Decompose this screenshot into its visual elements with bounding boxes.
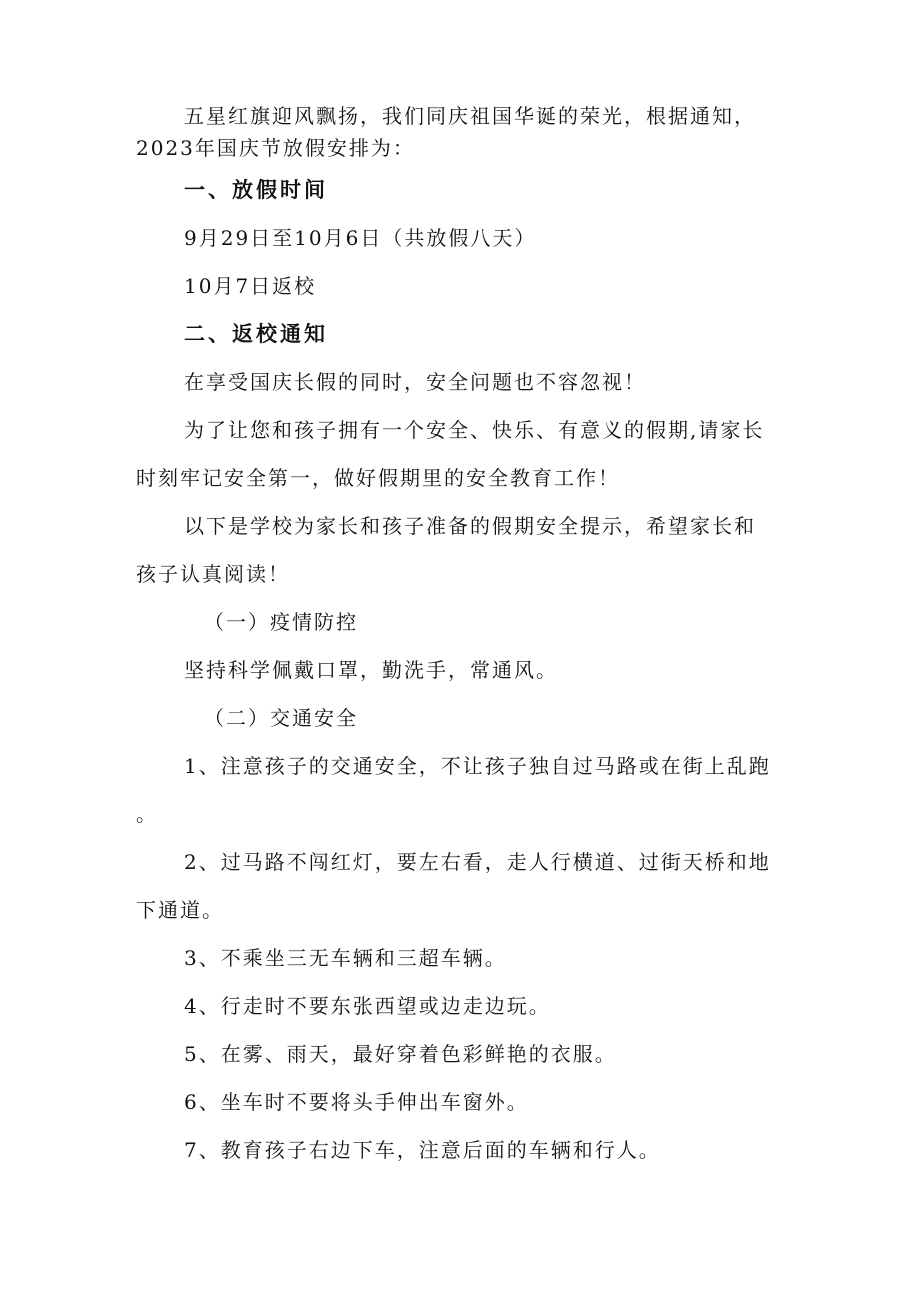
return-date: 10月7日返校 <box>184 274 317 298</box>
para-1-line-1: 为了让您和孩子拥有一个安全、快乐、有意义的假期,请家长 <box>184 418 765 442</box>
list-item-3: 3、不乘坐三无车辆和三超车辆。 <box>184 946 507 970</box>
list-item-2-line-2: 下通道。 <box>136 898 224 922</box>
section-1-title: 一、放假时间 <box>184 178 328 202</box>
intro-line-1: 五星红旗迎风飘扬，我们同庆祖国华诞的荣光，根据通知， <box>184 104 756 128</box>
para-2-line-2: 孩子认真阅读！ <box>136 562 290 586</box>
safety-line: 在享受国庆长假的同时，安全问题也不容忽视！ <box>184 370 646 394</box>
list-item-1-line-1: 1、注意孩子的交通安全，不让孩子独自过马路或在街上乱跑 <box>184 754 771 778</box>
subsection-1-title: （一）疫情防控 <box>204 610 358 634</box>
section-2-title: 二、返校通知 <box>184 322 328 346</box>
holiday-period: 9月29日至10月6日（共放假八天） <box>184 226 537 250</box>
list-item-7: 7、教育孩子右边下车，注意后面的车辆和行人。 <box>184 1138 661 1162</box>
para-2-line-1: 以下是学校为家长和孩子准备的假期安全提示，希望家长和 <box>184 514 756 538</box>
list-item-4: 4、行走时不要东张西望或边走边玩。 <box>184 994 551 1018</box>
para-1-line-2: 时刻牢记安全第一，做好假期里的安全教育工作！ <box>136 466 620 490</box>
list-item-5: 5、在雾、雨天，最好穿着色彩鲜艳的衣服。 <box>184 1042 617 1066</box>
subsection-1-text: 坚持科学佩戴口罩，勤洗手，常通风。 <box>184 658 558 682</box>
intro-line-2: 2023年国庆节放假安排为： <box>136 136 415 160</box>
list-item-6: 6、坐车时不要将头手伸出车窗外。 <box>184 1090 529 1114</box>
list-item-1-line-2: 。 <box>136 802 158 826</box>
subsection-2-title: （二）交通安全 <box>204 706 358 730</box>
list-item-2-line-1: 2、过马路不闯红灯，要左右看，走人行横道、过街天桥和地 <box>184 850 771 874</box>
